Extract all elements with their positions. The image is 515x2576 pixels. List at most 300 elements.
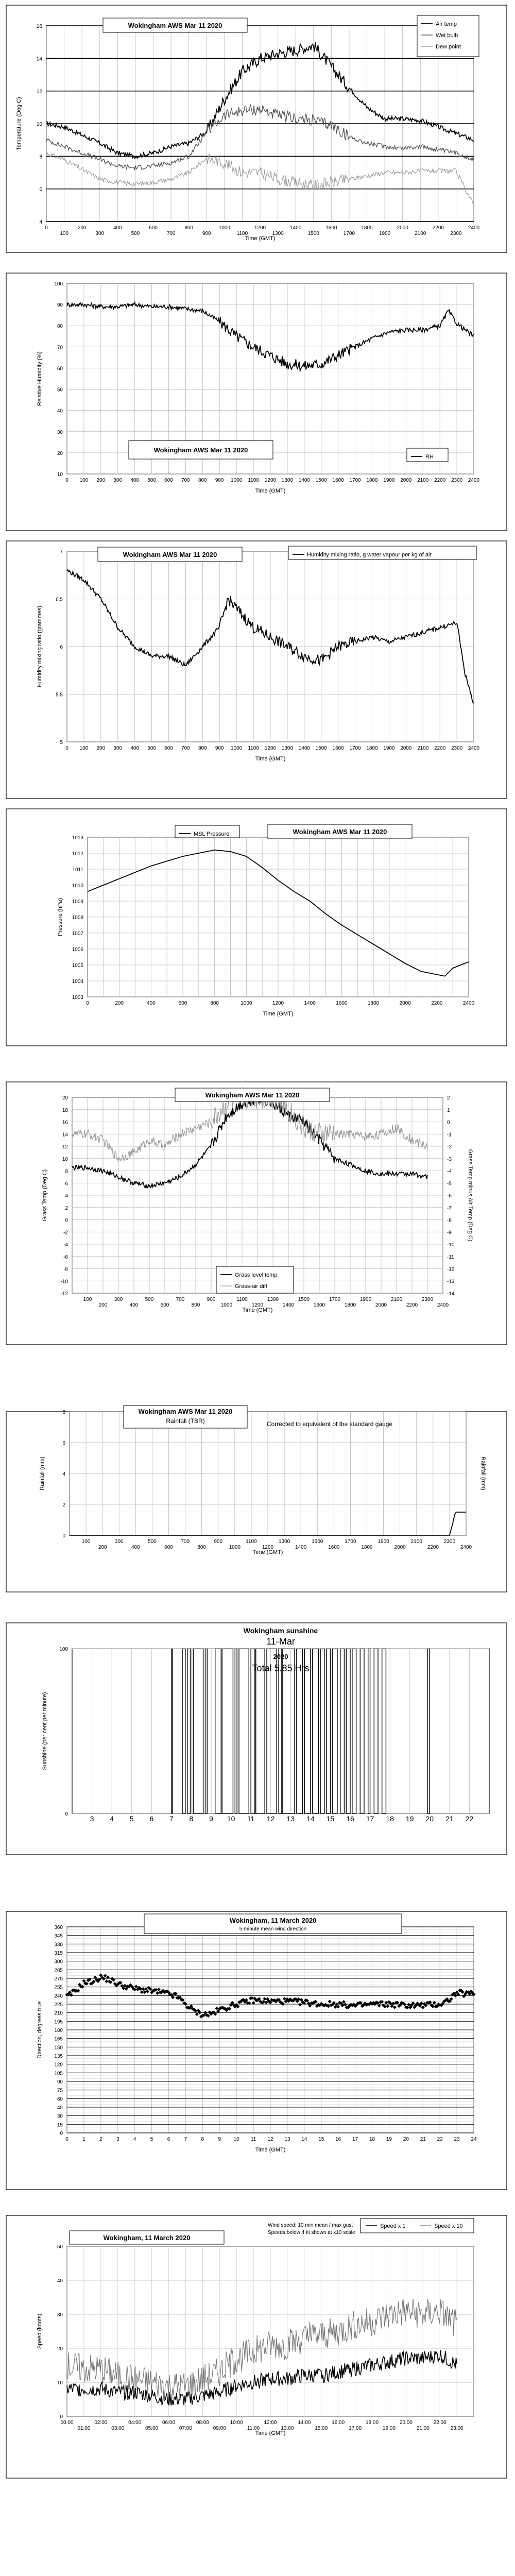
x-tick-label: 15 bbox=[318, 2137, 324, 2142]
x-tick-label: 1300 bbox=[278, 1539, 290, 1545]
x-tick-label: 2200 bbox=[432, 225, 444, 231]
mixing-ratio-panel bbox=[0, 536, 515, 804]
legend-label: Dew point bbox=[436, 44, 461, 50]
annotation: Speeds below 4 kt shown at x10 scale bbox=[268, 2230, 355, 2235]
x-tick-label: 100 bbox=[83, 1297, 92, 1302]
y-tick-label: 315 bbox=[54, 1951, 63, 1956]
x-tick-label: 1000 bbox=[231, 478, 243, 483]
x-tick-label: 2400 bbox=[460, 1545, 472, 1550]
x-tick-label: 1900 bbox=[383, 745, 395, 751]
x-tick-label: 1900 bbox=[383, 478, 395, 483]
x-tick-label: 11 bbox=[250, 2137, 256, 2142]
x-tick-label: 16 bbox=[346, 1815, 354, 1823]
x-tick-label: 800 bbox=[197, 1545, 207, 1550]
x-tick-label: 2100 bbox=[390, 1297, 403, 1302]
x-tick-label: 2300 bbox=[450, 231, 462, 236]
x-tick-label: 13 bbox=[286, 1815, 295, 1823]
x-tick-label: 04:00 bbox=[128, 2420, 142, 2426]
y-axis-label: Relative Humidity (%) bbox=[37, 351, 43, 406]
x-tick-label: 06:00 bbox=[162, 2420, 176, 2426]
x-tick-label: 14:00 bbox=[298, 2420, 311, 2426]
y-tick-label: 6.5 bbox=[56, 597, 63, 603]
x-tick-label: 1800 bbox=[366, 478, 378, 483]
y-axis-label: Rainfall (mm) bbox=[39, 1456, 45, 1490]
x-tick-label: 7 bbox=[169, 1815, 174, 1823]
x-tick-label: 10 bbox=[233, 2137, 239, 2142]
y-tick-label: 50 bbox=[57, 387, 63, 393]
chart-title: Wokingham, 11 March 2020 bbox=[229, 1917, 317, 1924]
annotation: Wind speed: 10 min mean / max gust bbox=[268, 2223, 353, 2228]
x-tick-label: 400 bbox=[113, 225, 122, 231]
x-tick-label: 200 bbox=[96, 745, 106, 751]
x-tick-label: 2400 bbox=[468, 478, 480, 483]
x-tick-label: 7 bbox=[184, 2137, 187, 2142]
chart-title: Wokingham AWS Mar 11 2020 bbox=[123, 551, 217, 558]
x-tick-label: 1200 bbox=[264, 478, 277, 483]
temperature-panel bbox=[0, 0, 515, 258]
y-right-tick-label: -6 bbox=[447, 1193, 452, 1199]
wind-speed-chart bbox=[0, 2210, 515, 2488]
x-tick-label: 15:00 bbox=[315, 2426, 328, 2431]
x-tick-label: 1200 bbox=[264, 745, 277, 751]
x-tick-label: 600 bbox=[160, 1302, 169, 1308]
x-tick-label: 20:00 bbox=[399, 2420, 413, 2426]
x-tick-label: 1600 bbox=[325, 225, 337, 231]
x-tick-label: 700 bbox=[181, 1539, 190, 1545]
x-tick-label: 15 bbox=[326, 1815, 335, 1823]
x-tick-label: 2000 bbox=[397, 225, 408, 231]
x-tick-label: 1500 bbox=[315, 745, 327, 751]
y-tick-label: 45 bbox=[57, 2105, 63, 2111]
x-tick-label: 2300 bbox=[451, 478, 463, 483]
y-tick-label: 8 bbox=[65, 1168, 68, 1175]
x-tick-label: 400 bbox=[130, 745, 140, 751]
legend-label: Grass level temp bbox=[235, 1272, 278, 1278]
y-tick-label: 0 bbox=[60, 2414, 63, 2420]
x-tick-label: 800 bbox=[210, 1001, 219, 1006]
x-axis-label: Time (GMT) bbox=[263, 1011, 294, 1017]
x-tick-label: 2000 bbox=[400, 745, 412, 751]
x-tick-label: 600 bbox=[164, 478, 173, 483]
y-tick-label: -12 bbox=[60, 1291, 68, 1297]
y-tick-label: 120 bbox=[54, 2062, 63, 2068]
x-tick-label: 2100 bbox=[415, 231, 426, 236]
plot-area bbox=[72, 1649, 489, 1814]
legend-label: MSL Pressure bbox=[194, 831, 230, 837]
x-tick-label: 0 bbox=[65, 2137, 68, 2142]
y-tick-label: 5.5 bbox=[56, 692, 63, 698]
x-tick-label: 1400 bbox=[304, 1001, 316, 1006]
x-tick-label: 200 bbox=[96, 478, 106, 483]
y-tick-label: 210 bbox=[54, 2010, 63, 2016]
y-tick-label: 70 bbox=[57, 345, 63, 351]
x-tick-label: 1900 bbox=[377, 1539, 389, 1545]
y-tick-label: 20 bbox=[57, 450, 63, 456]
x-tick-label: 2000 bbox=[394, 1545, 406, 1550]
y-tick-label: 4 bbox=[39, 219, 42, 225]
y-tick-label: 1004 bbox=[72, 979, 83, 985]
x-tick-label: 17 bbox=[366, 1815, 374, 1823]
x-tick-label: 1700 bbox=[329, 1297, 341, 1302]
x-tick-label: 22:00 bbox=[433, 2420, 447, 2426]
x-tick-label: 500 bbox=[131, 231, 140, 236]
y-tick-label: 40 bbox=[57, 2278, 63, 2284]
y-tick-label: 10 bbox=[62, 1156, 68, 1162]
x-tick-label: 400 bbox=[146, 1001, 156, 1006]
y-tick-label: 345 bbox=[54, 1933, 63, 1939]
rainfall-chart bbox=[0, 1396, 515, 1602]
y-tick-label: 225 bbox=[54, 2002, 63, 2008]
y-tick-label: -2 bbox=[63, 1230, 68, 1236]
y-right-tick-label: 1 bbox=[447, 1107, 450, 1113]
x-tick-label: 600 bbox=[164, 745, 173, 751]
x-tick-label: 1500 bbox=[298, 1297, 310, 1302]
x-tick-label: 12 bbox=[267, 2137, 273, 2142]
y-tick-label: 14 bbox=[62, 1132, 68, 1138]
x-tick-label: 1100 bbox=[246, 1539, 257, 1545]
y-tick-label: 285 bbox=[54, 1968, 63, 1974]
y-tick-label: 10 bbox=[57, 2380, 63, 2386]
x-tick-label: 1000 bbox=[229, 1545, 241, 1550]
x-tick-label: 2400 bbox=[468, 745, 480, 751]
y-tick-label: 1010 bbox=[72, 883, 83, 889]
humidity-chart bbox=[0, 268, 515, 536]
y-tick-label: 300 bbox=[54, 1959, 63, 1965]
x-tick-label: 1300 bbox=[281, 745, 294, 751]
x-tick-label: 300 bbox=[114, 1297, 123, 1302]
x-tick-label: 400 bbox=[131, 1545, 140, 1550]
sunshine-chart bbox=[0, 1618, 515, 1860]
x-tick-label: 19 bbox=[386, 2137, 392, 2142]
x-tick-label: 05:00 bbox=[145, 2426, 159, 2431]
x-tick-label: 2400 bbox=[462, 1001, 475, 1006]
y-right-tick-label: -2 bbox=[447, 1144, 452, 1150]
x-tick-label: 900 bbox=[215, 478, 224, 483]
y-tick-label: 135 bbox=[54, 2054, 63, 2059]
x-tick-label: 22 bbox=[437, 2137, 443, 2142]
x-tick-label: 1000 bbox=[220, 1302, 233, 1308]
x-tick-label: 17:00 bbox=[349, 2426, 362, 2431]
x-tick-label: 800 bbox=[198, 745, 207, 751]
y-right-tick-label: 2 bbox=[447, 1095, 450, 1101]
x-tick-label: 1300 bbox=[281, 478, 294, 483]
y-tick-label: 90 bbox=[57, 2079, 63, 2085]
chart-subtitle: Rainfall (TBR) bbox=[166, 1417, 205, 1425]
y-right-axis-label: Grass Temp minus Air Temp (Deg C) bbox=[467, 1149, 473, 1242]
x-axis-label: Time (GMT) bbox=[255, 2430, 286, 2436]
x-tick-label: 300 bbox=[114, 1539, 124, 1545]
x-tick-label: 2000 bbox=[400, 478, 412, 483]
x-tick-label: 800 bbox=[198, 478, 207, 483]
y-tick-label: 60 bbox=[57, 2096, 63, 2103]
y-right-axis-label: Rainfall (mm) bbox=[480, 1456, 486, 1490]
x-tick-label: 21 bbox=[445, 1815, 454, 1823]
legend-label: Grass-air diff bbox=[235, 1283, 267, 1290]
x-tick-label: 23 bbox=[454, 2137, 460, 2142]
x-tick-label: 14 bbox=[306, 1815, 315, 1823]
y-tick-label: 20 bbox=[62, 1095, 68, 1101]
x-tick-label: 1400 bbox=[295, 1545, 307, 1550]
x-tick-label: 11:00 bbox=[247, 2426, 260, 2431]
x-tick-label: 500 bbox=[147, 745, 156, 751]
x-tick-label: 12:00 bbox=[264, 2420, 277, 2426]
x-tick-label: 1200 bbox=[272, 1001, 284, 1006]
y-tick-label: 1012 bbox=[72, 851, 83, 857]
x-tick-label: 200 bbox=[77, 225, 87, 231]
x-tick-label: 200 bbox=[98, 1545, 107, 1550]
x-tick-label: 1800 bbox=[344, 1302, 356, 1308]
x-tick-label: 100 bbox=[81, 1539, 91, 1545]
x-tick-label: 500 bbox=[148, 1539, 157, 1545]
x-tick-label: 18 bbox=[369, 2137, 375, 2142]
y-axis-label: Humidity mixing ratio (grammes) bbox=[37, 605, 43, 688]
y-tick-label: 6 bbox=[65, 1181, 68, 1187]
x-tick-label: 18 bbox=[386, 1815, 394, 1823]
x-tick-label: 9 bbox=[209, 1815, 213, 1823]
y-tick-label: 0 bbox=[62, 1533, 65, 1539]
y-tick-label: 1006 bbox=[72, 947, 83, 953]
x-tick-label: 11 bbox=[247, 1815, 255, 1823]
x-tick-label: 20 bbox=[403, 2137, 409, 2142]
x-tick-label: 800 bbox=[184, 225, 194, 231]
x-tick-label: 1000 bbox=[231, 745, 243, 751]
x-tick-label: 2200 bbox=[434, 745, 446, 751]
x-tick-label: 2300 bbox=[443, 1539, 456, 1545]
y-tick-label: 270 bbox=[54, 1976, 63, 1982]
x-tick-label: 1900 bbox=[359, 1297, 372, 1302]
x-tick-label: 400 bbox=[129, 1302, 139, 1308]
x-tick-label: 2100 bbox=[410, 1539, 422, 1545]
x-tick-label: 1000 bbox=[218, 225, 230, 231]
x-tick-label: 700 bbox=[176, 1297, 185, 1302]
x-tick-label: 500 bbox=[145, 1297, 154, 1302]
y-right-tick-label: -3 bbox=[447, 1156, 452, 1162]
x-tick-label: 19 bbox=[405, 1815, 414, 1823]
x-tick-label: 1400 bbox=[298, 745, 310, 751]
x-tick-label: 8 bbox=[201, 2137, 204, 2142]
y-tick-label: 180 bbox=[54, 2028, 63, 2033]
x-tick-label: 900 bbox=[202, 231, 211, 236]
y-tick-label: 18 bbox=[62, 1107, 68, 1113]
x-tick-label: 03:00 bbox=[111, 2426, 125, 2431]
y-tick-label: -8 bbox=[63, 1266, 68, 1273]
x-tick-label: 700 bbox=[181, 478, 190, 483]
y-tick-label: 30 bbox=[57, 2113, 63, 2120]
x-tick-label: 1800 bbox=[361, 225, 373, 231]
x-tick-label: 1400 bbox=[282, 1302, 295, 1308]
y-tick-label: -10 bbox=[60, 1279, 68, 1285]
x-tick-label: 13 bbox=[284, 2137, 290, 2142]
x-tick-label: 1000 bbox=[241, 1001, 252, 1006]
x-tick-label: 1500 bbox=[307, 231, 319, 236]
x-tick-label: 2000 bbox=[375, 1302, 387, 1308]
x-tick-label: 1600 bbox=[336, 1001, 348, 1006]
y-tick-label: 7 bbox=[60, 549, 63, 555]
x-tick-label: 2 bbox=[99, 2137, 102, 2142]
x-tick-label: 2000 bbox=[399, 1001, 411, 1006]
y-tick-label: 1011 bbox=[72, 867, 83, 873]
y-tick-label: 1007 bbox=[72, 931, 83, 937]
y-tick-label: 16 bbox=[36, 24, 42, 29]
x-tick-label: 800 bbox=[191, 1302, 200, 1308]
x-tick-label: 21:00 bbox=[416, 2426, 430, 2431]
x-axis-label: Time (GMT) bbox=[252, 1549, 283, 1555]
x-tick-label: 07:00 bbox=[179, 2426, 192, 2431]
y-tick-label: 6 bbox=[62, 1440, 65, 1446]
y-axis-label: Direction, degrees true bbox=[37, 2001, 43, 2059]
x-tick-label: 600 bbox=[164, 1545, 173, 1550]
x-tick-label: 6 bbox=[167, 2137, 170, 2142]
x-tick-label: 600 bbox=[178, 1001, 187, 1006]
chart-title: Wokingham AWS Mar 11 2020 bbox=[293, 828, 387, 836]
y-right-tick-label: -1 bbox=[447, 1132, 452, 1138]
x-tick-label: 1800 bbox=[367, 1001, 380, 1006]
x-tick-label: 2100 bbox=[417, 745, 429, 751]
y-tick-label: 2 bbox=[62, 1502, 65, 1508]
x-tick-label: 20 bbox=[425, 1815, 434, 1823]
x-tick-label: 2400 bbox=[437, 1302, 449, 1308]
x-tick-label: 19:00 bbox=[382, 2426, 396, 2431]
x-tick-label: 1500 bbox=[315, 478, 327, 483]
y-axis-label: Temperature (Deg C) bbox=[16, 97, 22, 150]
humidity-panel bbox=[0, 268, 515, 536]
x-tick-label: 5 bbox=[150, 2137, 153, 2142]
annotation: Corrected to equivalent of the standard gauge bbox=[266, 1420, 393, 1428]
x-tick-label: 100 bbox=[60, 231, 68, 236]
y-tick-label: 5 bbox=[60, 740, 63, 745]
y-tick-label: -6 bbox=[63, 1254, 68, 1260]
grass-temp-chart bbox=[0, 1077, 515, 1350]
x-tick-label: 1600 bbox=[328, 1545, 340, 1550]
y-tick-label: 50 bbox=[57, 2244, 63, 2250]
y-tick-label: 240 bbox=[54, 1993, 63, 1999]
x-tick-label: 2200 bbox=[406, 1302, 418, 1308]
wind-speed-panel bbox=[0, 2210, 515, 2488]
x-tick-label: 900 bbox=[207, 1297, 216, 1302]
y-tick-label: 10 bbox=[57, 472, 63, 478]
x-tick-label: 6 bbox=[149, 1815, 154, 1823]
y-tick-label: 30 bbox=[57, 429, 63, 435]
wind-direction-chart bbox=[0, 1906, 515, 2195]
y-tick-label: 255 bbox=[54, 1985, 63, 1991]
x-tick-label: 100 bbox=[79, 478, 89, 483]
chart-title: Wokingham AWS Mar 11 2020 bbox=[128, 22, 222, 29]
year-label: 2020 bbox=[273, 1653, 288, 1660]
y-tick-label: 1005 bbox=[72, 963, 83, 969]
x-axis-label: Time (GMT) bbox=[242, 1307, 273, 1313]
y-tick-label: 12 bbox=[36, 89, 42, 95]
y-axis-label: Grass Temp (Deg C) bbox=[42, 1169, 48, 1222]
legend-label: Wet bulb bbox=[436, 32, 458, 39]
x-tick-label: 700 bbox=[181, 745, 190, 751]
x-tick-label: 100 bbox=[79, 745, 89, 751]
temperature-chart bbox=[0, 0, 515, 258]
x-tick-label: 16 bbox=[335, 2137, 341, 2142]
x-axis-label: Time (GMT) bbox=[255, 488, 286, 494]
y-tick-label: 1008 bbox=[72, 915, 83, 921]
y-tick-label: 100 bbox=[54, 281, 63, 287]
y-tick-label: 4 bbox=[65, 1193, 68, 1199]
x-tick-label: 1800 bbox=[366, 745, 378, 751]
x-tick-label: 21 bbox=[420, 2137, 426, 2142]
x-tick-label: 0 bbox=[65, 745, 68, 751]
x-tick-label: 1100 bbox=[236, 231, 248, 236]
x-tick-label: 2200 bbox=[427, 1545, 439, 1550]
y-tick-label: 150 bbox=[54, 2045, 63, 2051]
x-tick-label: 300 bbox=[113, 745, 123, 751]
x-tick-label: 1 bbox=[82, 2137, 85, 2142]
x-axis-label: Time (GMT) bbox=[255, 756, 286, 762]
legend-label: Speed x 1 bbox=[380, 2223, 406, 2229]
legend-label: Speed x 10 bbox=[434, 2223, 463, 2229]
x-tick-label: 02:00 bbox=[94, 2420, 108, 2426]
y-tick-label: 14 bbox=[36, 56, 42, 62]
y-tick-label: 15 bbox=[57, 2122, 63, 2128]
mixing-ratio-chart bbox=[0, 536, 515, 804]
x-tick-label: 10:00 bbox=[230, 2420, 243, 2426]
y-right-tick-label: -11 bbox=[447, 1254, 454, 1260]
y-tick-label: 100 bbox=[59, 1647, 68, 1652]
x-tick-label: 17 bbox=[352, 2137, 358, 2142]
y-tick-label: 2 bbox=[65, 1205, 68, 1211]
x-tick-label: 300 bbox=[95, 231, 105, 236]
x-tick-label: 9 bbox=[218, 2137, 221, 2142]
wind-direction-panel bbox=[0, 1906, 515, 2195]
x-tick-label: 1300 bbox=[267, 1297, 279, 1302]
y-tick-label: 8 bbox=[62, 1410, 65, 1415]
x-tick-label: 1400 bbox=[298, 478, 310, 483]
y-tick-label: 0 bbox=[65, 1811, 68, 1817]
x-tick-label: 14 bbox=[301, 2137, 307, 2142]
y-right-tick-label: -4 bbox=[447, 1168, 452, 1175]
x-tick-label: 1600 bbox=[332, 745, 344, 751]
chart-title: Wokingham, 11 March 2020 bbox=[103, 2234, 191, 2242]
y-tick-label: 40 bbox=[57, 408, 63, 414]
y-tick-label: 1009 bbox=[72, 899, 83, 905]
y-tick-label: 330 bbox=[54, 1942, 63, 1948]
y-axis-label: Sunshine (per cent per minute) bbox=[42, 1692, 48, 1770]
y-tick-label: 1003 bbox=[72, 995, 83, 1001]
x-tick-label: 900 bbox=[214, 1539, 223, 1545]
x-tick-label: 0 bbox=[86, 1001, 89, 1006]
x-axis-label: Time (GMT) bbox=[255, 2147, 286, 2153]
grass-temp-panel bbox=[0, 1077, 515, 1350]
x-tick-label: 16:00 bbox=[332, 2420, 345, 2426]
y-tick-label: 60 bbox=[57, 366, 63, 372]
x-tick-label: 01:00 bbox=[77, 2426, 91, 2431]
y-right-tick-label: -10 bbox=[447, 1242, 455, 1248]
x-tick-label: 1800 bbox=[361, 1545, 373, 1550]
x-tick-label: 2200 bbox=[434, 478, 446, 483]
x-tick-label: 1200 bbox=[254, 225, 266, 231]
y-tick-label: 105 bbox=[54, 2071, 63, 2077]
x-tick-label: 600 bbox=[149, 225, 158, 231]
x-tick-label: 18:00 bbox=[365, 2420, 379, 2426]
x-tick-label: 4 bbox=[133, 2137, 136, 2142]
x-tick-label: 900 bbox=[215, 745, 224, 751]
x-tick-label: 24 bbox=[471, 2137, 477, 2142]
x-tick-label: 1900 bbox=[379, 231, 391, 236]
y-right-tick-label: -9 bbox=[447, 1230, 452, 1236]
y-tick-label: 16 bbox=[62, 1120, 68, 1126]
y-right-tick-label: -13 bbox=[447, 1279, 455, 1285]
x-tick-label: 13:00 bbox=[281, 2426, 294, 2431]
legend-label: RH bbox=[425, 454, 434, 460]
y-tick-label: 165 bbox=[54, 2036, 63, 2042]
x-tick-label: 1700 bbox=[345, 1539, 356, 1545]
x-tick-label: 23:00 bbox=[450, 2426, 464, 2431]
chart-subtitle: 11-Mar bbox=[266, 1636, 295, 1647]
